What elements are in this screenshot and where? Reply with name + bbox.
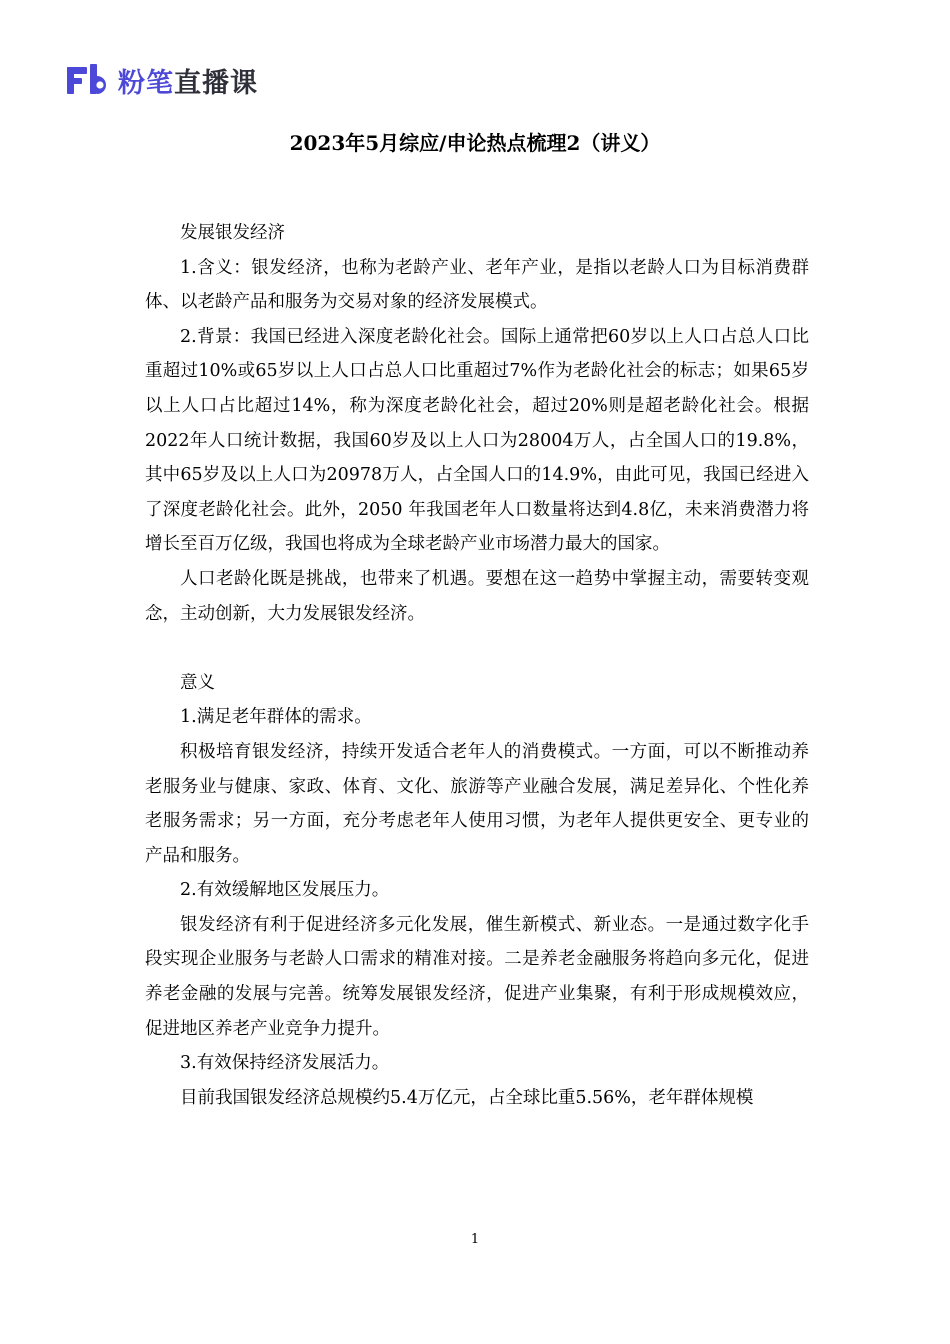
paragraph-point-2: 银发经济有利于促进经济多元化发展，催生新模式、新业态。一是通过数字化手段实现企业服务与老龄人口需求的精准对接。二是养老金融服务将趋向多元化，促进养老金融的发展与完善。统筹发展银发经济，促进产业集聚，有利于形成规模效应，促进地区养老产业竞争力提升。 (145, 914, 809, 1039)
brand-name (118, 61, 258, 100)
brand-name-suffix: 直播课 (174, 67, 258, 99)
paragraph-definition: 1.含义：银发经济，也称为老龄产业、老年产业，是指以老龄人口为目标消费群体、以老龄产品和服务为交易对象的经济发展模式。 (145, 257, 809, 313)
point-heading-2: 2.有效缓解地区发展压力。 (180, 880, 390, 901)
page-number: 1 (470, 1232, 480, 1247)
paragraph-opportunity: 人口老龄化既是挑战，也带来了机遇。要想在这一趋势中掌握主动，需要转变观念，主动创新，大力发展银发经济。 (145, 568, 809, 624)
paragraph-background: 2.背景：我国已经进入深度老龄化社会。国际上通常把60岁以上人口占总人口比重超过10%或65岁以上人口占总人口比重超过7%作为老龄化社会的标志；如果65岁以上人口占比超过14%，称为深度老龄化社会，超过20%则是超老龄化社会。根据2022年人口统计数据，我国60岁及以上人口为28004万人，占全国人口的19.8%，其中65岁及以上人口为20978万人，占全国人口的14.9%，由此可见，我国已经进入了深度老龄化社会。此外，2050 年我国老年人口数量将达到4.8亿，未来消费潜力将增长至百万亿级，我国也将成为全球老龄产业市场潜力最大的国家。 (145, 326, 809, 555)
brand-name-main: 粉笔 (118, 67, 174, 99)
paragraph-point-3: 目前我国银发经济总规模约5.4万亿元，占全球比重5.56%，老年群体规模 (180, 1087, 754, 1108)
section-heading-significance: 意义 (180, 672, 215, 693)
point-heading-1: 1.满足老年群体的需求。 (180, 707, 372, 728)
document-title: 2023年5月综应/申论热点梳理2（讲义） (289, 131, 661, 155)
point-heading-3: 3.有效保持经济发展活力。 (180, 1053, 390, 1074)
document-body (145, 216, 809, 1115)
brand-logo (66, 60, 258, 100)
fb-logo-icon (66, 64, 112, 96)
section-heading-silver-economy: 发展银发经济 (180, 223, 285, 243)
paragraph-point-1: 积极培育银发经济，持续开发适合老年人的消费模式。一方面，可以不断推动养老服务业与健康、家政、体育、文化、旅游等产业融合发展，满足差异化、个性化养老服务需求；另一方面，充分考虑老年人使用习惯，为老年人提供更安全、更专业的产品和服务。 (145, 741, 809, 866)
